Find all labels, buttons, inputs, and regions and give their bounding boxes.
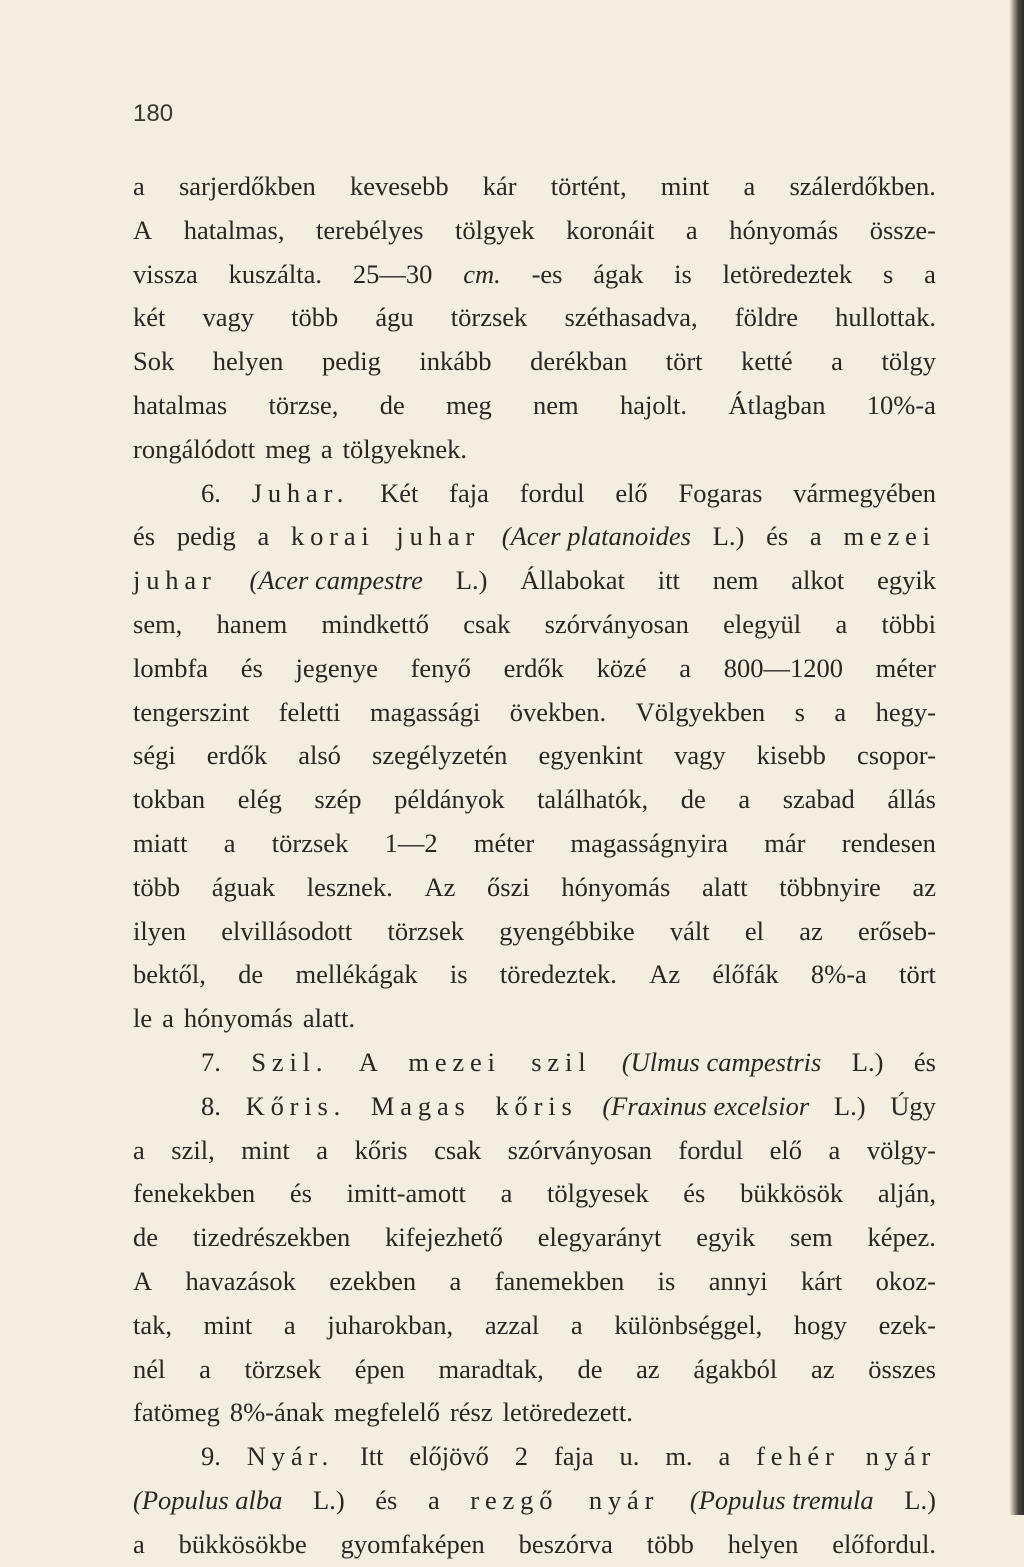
word: L.) [904,1484,936,1515]
word: és [683,1178,706,1209]
word: beszórva [518,1528,613,1559]
word: Átlagban [728,389,826,420]
word: jegenye [295,652,378,683]
word: (Populus alba [133,1484,283,1515]
word: mellékágak [295,959,418,990]
word: de [379,389,405,420]
word: ségi [133,740,176,771]
word: tört [899,959,936,990]
word: a [162,1003,174,1034]
word: a [738,784,751,815]
word: Szil. [251,1046,329,1077]
text-line [133,691,936,735]
word: az [799,915,823,946]
word: helyen [727,1528,799,1559]
text-line [133,778,936,822]
text-line [133,1041,936,1085]
word: épen [354,1353,405,1384]
word: L.) [313,1484,345,1515]
word: mezei [843,521,936,552]
word: 25—30 [352,258,433,289]
word: tölgyek [455,214,535,245]
word: és [375,1484,398,1515]
text-line [133,1348,936,1392]
text-line [133,997,936,1041]
word: annyi [708,1265,768,1296]
word: nél [133,1353,166,1384]
word: el [744,915,764,946]
word: alatt [701,871,748,902]
word: Völgyekben [635,696,766,727]
word: lombfa [133,652,209,683]
word: előjövő [409,1441,489,1472]
word: korai [291,521,375,552]
word: erdők [503,652,564,683]
word: törzsek [450,302,528,333]
text-line [133,647,936,691]
word: elegyarányt [537,1222,662,1253]
word: 800—1200 [723,652,843,683]
word: Magas [370,1090,471,1121]
word: meg [446,389,492,420]
word: de [133,1222,159,1253]
word: imitt-amott [346,1178,466,1209]
word: ezek- [878,1309,936,1340]
word: a [223,827,236,858]
word: nyár [865,1441,936,1472]
word: Itt [359,1441,384,1472]
word: hónyomás [183,1003,293,1034]
word: rész [449,1397,493,1428]
word: is [657,1265,676,1296]
word: 9. [201,1441,221,1472]
word: nyár [588,1484,660,1515]
word: faja [553,1441,594,1472]
word: (Populus tremula [689,1484,874,1515]
word: alatt. [302,1003,356,1034]
word: 8%-ának [229,1397,325,1428]
text-line [133,165,936,209]
word: 7. [201,1046,221,1077]
word: fordul [678,1134,744,1165]
word: mezei [408,1046,501,1077]
word: a [133,1528,145,1559]
text-line [133,340,936,384]
word: különbséggel, [614,1309,763,1340]
word: elő [769,1134,803,1165]
word: bektől, [133,959,206,990]
word: hullottak. [835,302,936,333]
word: nem [712,565,759,596]
page-number: 180 [133,100,174,127]
word: kuszálta. [228,258,323,289]
word: a [257,521,270,552]
word: törzsek [244,1353,322,1384]
word: több [291,302,339,333]
word: águ [375,302,414,333]
word: koronáit [566,214,655,245]
word: helyen [212,346,284,377]
word: a [831,346,843,377]
word: ágak [593,258,644,289]
word: kár [482,171,517,201]
word: méter [875,652,936,683]
word: a [320,433,333,464]
word: a [718,1441,731,1472]
word: cm. [463,258,501,289]
word: több [133,871,181,902]
word: pedig [176,521,236,552]
word: őszi [487,871,530,902]
word: vagy [202,302,255,333]
word: tak, [133,1309,172,1340]
word: a [500,1178,513,1209]
word: már [764,827,806,858]
word: juhar [133,565,217,596]
word: a [809,521,822,552]
word: le [133,1003,153,1034]
word: az [810,1353,835,1384]
word: történt, [550,171,627,201]
word: széthasadva, [564,302,698,333]
word: szórványosan [544,608,689,639]
word: gyengébbike [499,915,635,946]
word: vagy [674,740,726,771]
text-line [133,1435,936,1479]
text-line [133,866,936,910]
word: Fogaras [678,477,763,508]
word: ezekben [329,1265,417,1296]
word: elég [237,784,282,815]
word: kőris [354,1134,408,1165]
text-line [133,1129,936,1173]
word: s [882,258,894,289]
word: egyik [696,1222,756,1253]
word: szil, [171,1134,215,1165]
word: (Acer platanoides [501,521,691,552]
word: L.) [833,1090,866,1121]
word: összes [868,1353,936,1384]
word: közé [596,652,647,683]
text-line [133,1260,936,1304]
word: 8. [201,1090,221,1121]
text-line [133,1391,936,1435]
text-line [133,1216,936,1260]
word: Az [424,871,456,902]
word: Sok [133,346,175,377]
word: tokban [133,784,206,815]
word: L.) [851,1046,884,1077]
text-line [133,559,936,603]
word: lesznek. [306,871,393,902]
word: sem, [133,608,183,639]
word: A [133,1265,153,1296]
word: bükkösökbe [178,1528,307,1559]
word: találhatók, [537,784,649,815]
text-line [133,1479,936,1523]
text-line [133,384,936,428]
word: de [680,784,706,815]
word: fordul [519,477,585,508]
text-line [133,1304,936,1348]
word: magasságnyira [570,827,728,858]
word: többnyire [779,871,881,902]
word: kisebb [756,740,826,771]
word: rezgő [470,1484,559,1515]
word: ágakból [693,1353,778,1384]
word: miatt [133,827,188,858]
word: sem [789,1222,833,1253]
word: övekben. [509,696,607,727]
word: hatalmas, [183,214,285,245]
word: inkább [419,346,492,377]
word: vált [669,915,710,946]
word: tört [665,346,703,377]
word: alsó [298,740,341,771]
word: alján, [877,1178,936,1209]
word: L.) [455,565,488,596]
word: L.) [712,521,745,552]
word: élőfák [712,959,779,990]
word: törzsek [271,827,349,858]
word: juhar [396,521,480,552]
word: a [924,258,936,289]
word: csopor- [856,740,936,771]
word: a [743,171,756,201]
word: 1—2 [384,827,438,858]
word: derékban [530,346,628,377]
word: és [240,652,263,683]
word: u. [619,1441,640,1472]
word: szil [531,1046,592,1077]
word: tengerszint [133,696,250,727]
word: maradtak, [438,1353,544,1384]
word: magassági [369,696,481,727]
word: szórványosan [507,1134,652,1165]
word: (Ulmus campestris [621,1046,822,1077]
word: állás [887,784,936,815]
word: csak [434,1134,482,1165]
word: mint [203,1309,253,1340]
text-line [133,734,936,778]
word: 2 [514,1441,529,1472]
word: hanem [216,608,288,639]
word: szabad [782,784,855,815]
word: töredeztek. [499,959,617,990]
text-line [133,910,936,954]
word: letöredezett. [502,1397,633,1428]
word: vármegyében [793,477,936,508]
body-text [133,165,936,1567]
word: a [834,696,847,727]
text-line [133,253,936,297]
word: vissza [133,258,198,289]
word: kárt [801,1265,843,1296]
word: rongálódott [133,433,256,464]
word: kőris [495,1090,578,1121]
word: -es [531,258,563,289]
word: tölgy [881,346,936,377]
word: erőseb- [858,915,936,946]
word: elegyül [723,608,802,639]
word: 6. [201,477,221,508]
word: azzal [484,1309,540,1340]
word: okoz- [875,1265,936,1296]
word: A [358,1046,378,1077]
word: törzsek [387,915,465,946]
word: juharokban, [327,1309,454,1340]
word: m. [665,1441,693,1472]
word: tizedrészekben [192,1222,351,1253]
text-line [133,209,936,253]
word: (Acer campestre [249,565,423,596]
word: Két [380,477,419,508]
text-line [133,515,936,559]
word: földre [734,302,799,333]
word: fatömeg [133,1397,220,1428]
word: egyenkint [538,740,643,771]
word: a [449,1265,462,1296]
word: nem [533,389,579,420]
word: hajolt. [620,389,687,420]
word: terebélyes [316,214,424,245]
word: méter [473,827,535,858]
word: Juhar. [251,477,350,508]
word: tölgyesek [547,1178,649,1209]
word: ilyen [133,915,186,946]
word: és [913,1046,936,1077]
text-line [133,472,936,516]
word: mint [660,171,710,201]
word: a [679,652,692,683]
page-edge [1010,0,1024,1515]
word: kevesebb [349,171,449,201]
word: többi [881,608,936,639]
text-line [133,296,936,340]
word: pedig [321,346,381,377]
word: 8%-a [810,959,867,990]
word: két [133,302,166,333]
word: is [674,258,692,289]
word: (Fraxinus excelsior [602,1090,810,1121]
word: több [646,1528,694,1559]
text-line [133,1172,936,1216]
word: mint [241,1134,290,1165]
word: a [283,1309,296,1340]
word: a [133,171,145,201]
word: a [133,1134,145,1165]
word: fehér [756,1441,840,1472]
word: az [912,871,936,902]
word: Kőris. [245,1090,347,1121]
text-line [133,822,936,866]
word: elvillásodott [221,915,353,946]
word: és [289,1178,312,1209]
word: képez. [867,1222,936,1253]
word: fenyő [410,652,471,683]
word: sarjerdőkben [178,171,316,201]
word: a [427,1484,440,1515]
word: tölgyeknek. [342,433,467,464]
word: elő [615,477,648,508]
text-line [133,1085,936,1129]
word: letöredeztek [722,258,853,289]
word: törzse, [268,389,339,420]
word: a [835,608,848,639]
text-line [133,428,936,472]
word: példányok [394,784,505,815]
word: Állabokat [520,565,625,596]
word: bükkösök [740,1178,844,1209]
word: a [828,1134,841,1165]
word: előfordul. [832,1528,936,1559]
word: szegélyzetén [372,740,508,771]
word: mindkettő [321,608,429,639]
word: hegy- [875,696,936,727]
word: szálerdőkben. [789,171,936,201]
word: gyomfaképen [340,1528,485,1559]
word: Az [649,959,681,990]
word: A [133,214,153,245]
word: havazások [185,1265,296,1296]
word: megfelelő [334,1397,440,1428]
word: hatalmas [133,389,228,420]
word: hónyomás [561,871,671,902]
word: fenekekben [133,1178,256,1209]
word: fanemekben [494,1265,625,1296]
text-line [133,1523,936,1567]
word: a [685,214,698,245]
word: Úgy [890,1090,936,1121]
word: de [577,1353,603,1384]
word: hogy [793,1309,847,1340]
word: meg [265,433,311,464]
word: völgy- [866,1134,936,1165]
text-line [133,953,936,997]
word: águak [211,871,276,902]
word: csak [463,608,511,639]
text-line [133,603,936,647]
word: erdők [206,740,268,771]
word: de [238,959,264,990]
word: alkot [791,565,845,596]
word: az [636,1353,660,1384]
word: a [570,1309,583,1340]
word: a [199,1353,211,1384]
word: rendesen [841,827,936,858]
word: és [766,521,789,552]
word: és [133,521,156,552]
word: a [316,1134,329,1165]
word: itt [657,565,680,596]
word: s [794,696,805,727]
word: feletti [278,696,341,727]
word: egyik [877,565,936,596]
word: össze- [869,214,936,245]
word: kifejezhető [385,1222,503,1253]
word: is [449,959,468,990]
word: szép [314,784,362,815]
word: 10%-a [866,389,936,420]
word: faja [449,477,489,508]
word: hónyomás [729,214,839,245]
word: ketté [741,346,793,377]
word: Nyár. [246,1441,335,1472]
